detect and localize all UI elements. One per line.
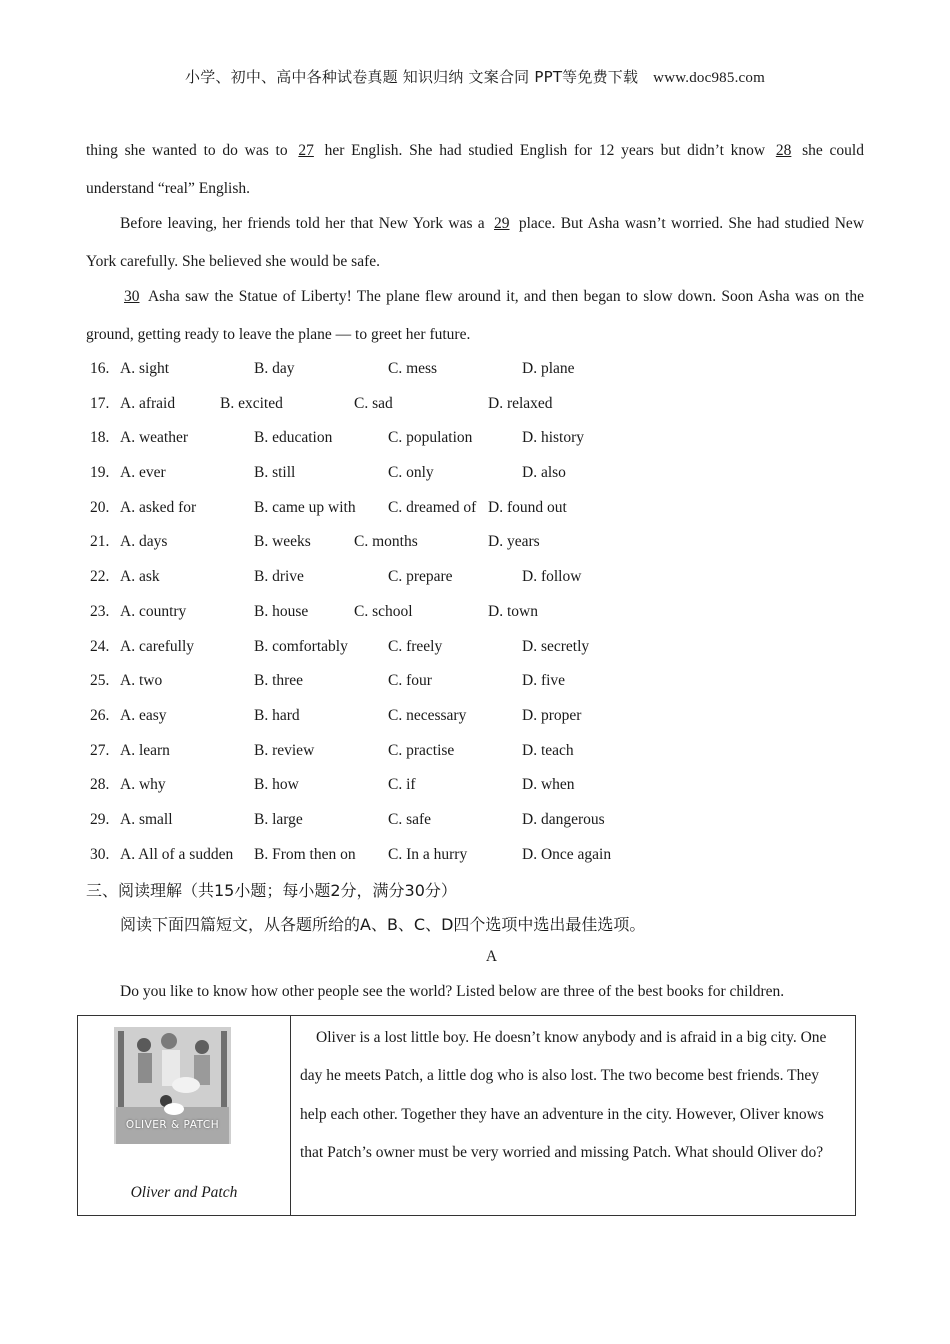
passage-text: Before leaving, her friends told her that New York was a <box>120 215 485 232</box>
option-d: D. secretly <box>522 637 590 655</box>
question-number: 25. <box>90 672 110 690</box>
option-b: B. large <box>254 810 303 828</box>
option-d: D. dangerous <box>522 810 605 828</box>
section-title: 三、阅读理解（共15小题；每小题2分，满分30分） <box>86 881 457 900</box>
option-b: B. excited <box>220 394 283 412</box>
option-c: C. practise <box>388 741 455 759</box>
book-table <box>77 1015 856 1216</box>
option-d: D. town <box>488 602 538 620</box>
option-b: B. still <box>254 464 296 482</box>
option-d: D. years <box>488 533 540 551</box>
part-label: A <box>485 948 498 965</box>
cover-title: OLIVER & PATCH <box>125 1119 220 1131</box>
option-c: C. prepare <box>388 568 453 586</box>
option-c: C. four <box>388 672 432 690</box>
option-a: A. learn <box>120 741 170 759</box>
question-number: 30. <box>90 845 110 863</box>
option-b: B. drive <box>254 568 304 586</box>
book-cover-image <box>114 1027 231 1144</box>
option-d: D. five <box>522 672 566 690</box>
option-d: D. relaxed <box>488 394 553 412</box>
passage-text: thing she wanted to do was to <box>86 142 288 159</box>
table-divider <box>290 1016 291 1215</box>
option-a: A. country <box>120 602 187 620</box>
option-b: B. how <box>254 776 299 794</box>
option-d: D. found out <box>488 498 567 516</box>
passage-paragraph-3 <box>86 278 864 354</box>
book-description-text: Oliver is a lost little boy. He doesn’t know anybody and is afraid in a big city. One day he meets Patch, a little dog who is also lost. The two become best friends. They help each other. Together they have an adventure in the city. However, Oliver knows that Patch’s owner must be very worried and missing Patch. What should Oliver do? <box>300 1029 827 1162</box>
option-c: C. necessary <box>388 706 467 724</box>
option-a: A. asked for <box>120 498 197 516</box>
option-a: A. easy <box>120 706 167 724</box>
passage-paragraph-2 <box>86 205 864 281</box>
option-a: A. ask <box>120 568 160 586</box>
option-c: C. mess <box>388 360 438 377</box>
question-number: 22. <box>90 568 110 586</box>
blank-30: 30 <box>124 288 140 305</box>
page-header <box>0 66 950 87</box>
option-a: A. why <box>120 776 166 794</box>
option-a: A. weather <box>120 429 188 447</box>
question-number: 20. <box>90 498 110 516</box>
option-b: B. review <box>254 741 315 759</box>
option-d: D. follow <box>522 568 582 586</box>
option-b: B. education <box>254 429 333 447</box>
option-b: B. house <box>254 602 309 620</box>
option-b: B. day <box>254 360 295 377</box>
question-number: 23. <box>90 602 110 620</box>
option-c: C. if <box>388 776 416 794</box>
section-instruction: 阅读下面四篇短文，从各题所给的A、B、C、D四个选项中选出最佳选项。 <box>120 915 646 934</box>
option-a: A. sight <box>120 360 170 377</box>
blank-27: 27 <box>298 142 314 159</box>
option-d: D. when <box>522 776 575 794</box>
question-number: 27. <box>90 741 110 759</box>
option-c: C. population <box>388 429 473 447</box>
option-a: A. days <box>120 533 168 551</box>
question-number: 16. <box>90 360 110 377</box>
option-a: A. small <box>120 810 173 828</box>
question-number: 19. <box>90 464 110 482</box>
option-c: C. dreamed of <box>388 498 477 516</box>
option-b: B. three <box>254 672 304 690</box>
option-b: B. came up with <box>254 498 356 516</box>
blank-28: 28 <box>775 142 792 159</box>
option-b: B. From then on <box>254 845 356 863</box>
option-c: C. school <box>354 602 413 620</box>
option-d: D. teach <box>522 741 574 759</box>
option-d: D. Once again <box>522 845 612 863</box>
option-d: D. also <box>522 464 566 482</box>
option-a: A. All of a sudden <box>120 845 234 863</box>
option-c: C. safe <box>388 810 432 828</box>
question-number: 28. <box>90 776 110 794</box>
option-a: A. carefully <box>120 637 195 655</box>
option-d: D. proper <box>522 706 582 724</box>
question-number: 29. <box>90 810 110 828</box>
option-c: C. sad <box>354 394 393 412</box>
passage-text: Asha saw the Statue of Liberty! The plane flew around it, and then began to slow down. Soon Asha was on the ground, getting ready to leave the plane — to greet her future. <box>86 288 864 343</box>
option-b: B. weeks <box>254 533 311 551</box>
option-a: A. ever <box>120 464 166 482</box>
option-a: A. afraid <box>120 394 176 412</box>
option-b: B. hard <box>254 706 300 724</box>
option-c: C. months <box>354 533 418 551</box>
passage-paragraph-1 <box>86 132 864 208</box>
passage-text: she could understand “real” English. <box>86 142 864 197</box>
passage-text: her English. She had studied English for 12 years but didn’t know <box>324 142 766 159</box>
option-d: D. plane <box>522 360 575 377</box>
option-c: C. freely <box>388 637 443 655</box>
book-description <box>300 1019 840 1173</box>
passage-text: place. But Asha wasn’t worried. She had studied New York carefully. She believed she would be safe. <box>86 215 865 270</box>
option-c: C. In a hurry <box>388 845 468 863</box>
question-number: 18. <box>90 429 110 447</box>
header-text: 小学、初中、高中各种试卷真题 知识归纳 文案合同 PPT等免费下载 <box>185 68 639 86</box>
option-a: A. two <box>120 672 163 690</box>
question-number: 24. <box>90 637 110 655</box>
part-intro: Do you like to know how other people see the world? Listed below are three of the best books for children. <box>120 983 785 1000</box>
option-c: C. only <box>388 464 434 482</box>
question-number: 26. <box>90 706 110 724</box>
header-site: www.doc985.com <box>653 70 765 86</box>
question-number: 21. <box>90 533 110 551</box>
blank-29: 29 <box>494 215 510 232</box>
question-number: 17. <box>90 394 110 412</box>
book-caption: Oliver and Patch <box>130 1184 238 1201</box>
option-d: D. history <box>522 429 584 447</box>
option-b: B. comfortably <box>254 637 348 655</box>
